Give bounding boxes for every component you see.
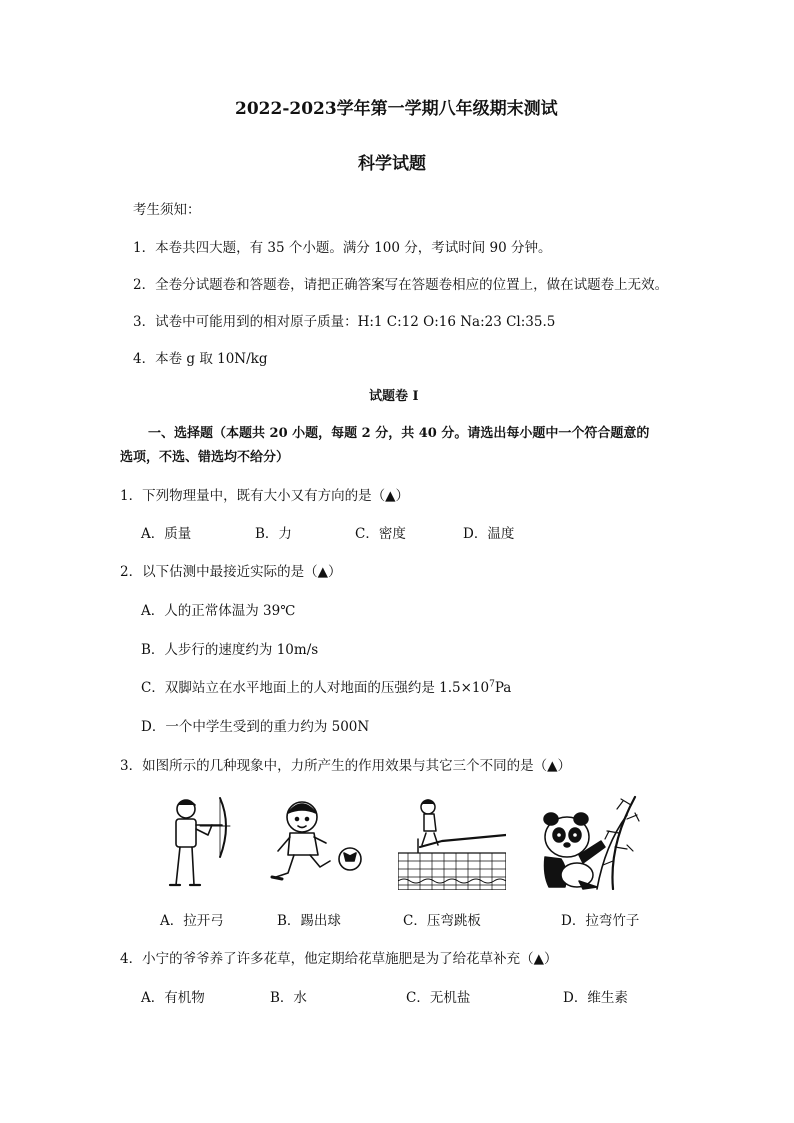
option-c: C．密度 <box>355 526 406 542</box>
option-c-unit: Pa <box>494 680 512 696</box>
question-stem: 2．以下估测中最接近实际的是（▲） <box>120 564 342 580</box>
exam-subject: 科学试题 <box>358 154 426 174</box>
option-b: B．水 <box>270 990 307 1006</box>
diver-on-springboard-image <box>398 795 506 890</box>
notice-item: 2．全卷分试题卷和答题卷，请把正确答案写在答题卷相应的位置上，做在试题卷上无效。 <box>133 277 669 293</box>
notice-heading: 考生须知： <box>133 202 201 218</box>
option-b: B．踢出球 <box>277 913 341 929</box>
option-a: A．拉开弓 <box>160 913 224 929</box>
notice-item: 3．试卷中可能用到的相对原子质量：H:1 C:12 O:16 Na:23 Cl:35.5 <box>133 314 556 330</box>
exam-title: 2022-2023学年第一学期八年级期末测试 <box>235 99 558 119</box>
option-d: D．拉弯竹子 <box>561 913 640 929</box>
option-d: D．维生素 <box>563 990 628 1006</box>
notice-item: 1．本卷共四大题，有 35 个小题。满分 100 分，考试时间 90 分钟。 <box>133 240 552 256</box>
question-stem: 4．小宁的爷爷养了许多花草，他定期给花草施肥是为了给花草补充（▲） <box>120 951 558 967</box>
option-a: A．人的正常体温为 39℃ <box>141 603 296 619</box>
option-c-exponent: 7 <box>489 679 495 690</box>
option-b: B．人步行的速度约为 10m/s <box>141 642 319 658</box>
section-instruction: 选项，不选、错选均不给分） <box>120 450 290 465</box>
question-stem: 3．如图所示的几种现象中，力所产生的作用效果与其它三个不同的是（▲） <box>120 758 571 774</box>
panda-bending-bamboo-image <box>535 795 643 890</box>
option-a: A．质量 <box>141 526 192 542</box>
option-d: D．一个中学生受到的重力约为 500N <box>141 719 370 735</box>
boy-kicking-ball-image <box>268 795 366 887</box>
section-label: 试题卷 I <box>369 389 419 404</box>
option-a: A．有机物 <box>141 990 205 1006</box>
option-c: C．压弯跳板 <box>403 913 481 929</box>
archer-drawing-bow-image <box>160 795 238 890</box>
option-b: B．力 <box>255 526 292 542</box>
option-d: D．温度 <box>463 526 515 542</box>
notice-item: 4．本卷 g 取 10N/kg <box>133 351 268 367</box>
option-c <box>141 679 511 697</box>
option-c: C．无机盐 <box>406 990 471 1006</box>
option-c-text: C．双脚站立在水平地面上的人对地面的压强约是 1.5×10 <box>141 680 490 696</box>
section-instruction: 一、选择题（本题共 20 小题，每题 2 分，共 40 分。请选出每小题中一个符合题意的 <box>148 426 650 441</box>
question-stem: 1．下列物理量中，既有大小又有方向的是（▲） <box>120 488 409 504</box>
